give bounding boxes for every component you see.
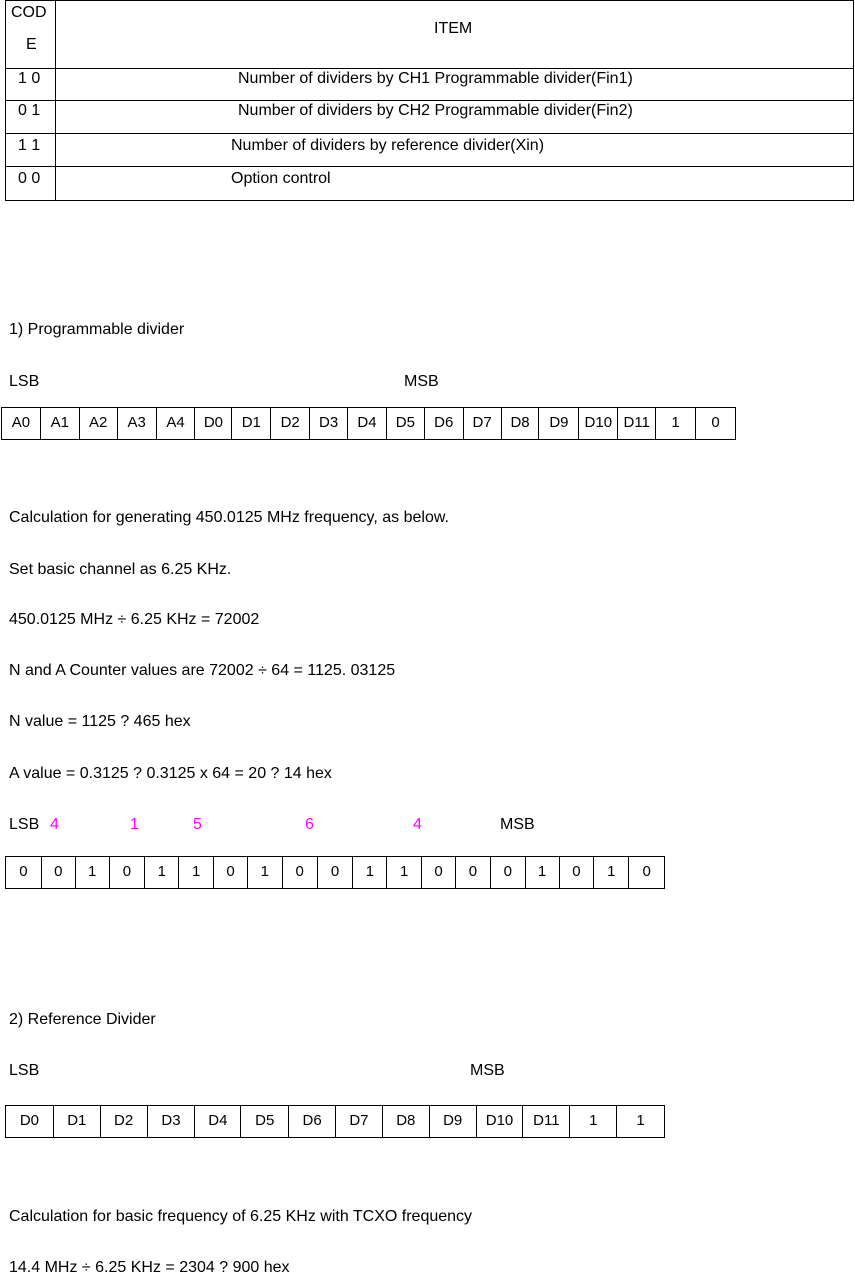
bit-cell: 1: [179, 857, 214, 888]
bit-cell: D11: [618, 408, 656, 439]
bit-cell: D1: [54, 1106, 101, 1137]
hex-digit: 4: [50, 816, 59, 833]
binary-value-bit-table: [5, 856, 665, 889]
code-header-line2: E: [26, 36, 37, 53]
bit-cell: D2: [271, 408, 310, 439]
bit-cell: 1: [387, 857, 422, 888]
code-header-line1: COD: [11, 4, 47, 21]
section1-lsb: LSB: [9, 373, 40, 390]
bit-cell: D3: [148, 1106, 196, 1137]
bit-cell: D4: [195, 1106, 241, 1137]
bit-cell: 1: [145, 857, 179, 888]
bit-cell: D5: [387, 408, 425, 439]
code-row: [6, 133, 853, 166]
bit-cell: 0: [456, 857, 491, 888]
section2-heading: 2) Reference Divider: [9, 1011, 156, 1028]
code-value: 0 0: [18, 170, 41, 187]
bit-cell: D8: [502, 408, 540, 439]
bit-cell: 0: [422, 857, 456, 888]
bit-cell: D9: [539, 408, 579, 439]
bit-cell: A0: [2, 408, 41, 439]
bit-cell: 1: [656, 408, 696, 439]
bit-cell: D9: [430, 1106, 477, 1137]
bit-cell: D2: [101, 1106, 148, 1137]
bit-cell: D11: [523, 1106, 570, 1137]
hex-digit: 4: [413, 816, 422, 833]
code-value: 0 1: [18, 102, 41, 119]
hex-digit: 5: [193, 816, 202, 833]
bit-cell: 0: [318, 857, 354, 888]
bit-cell: 0: [642, 863, 651, 880]
hex-digit: 6: [305, 816, 314, 833]
bit-cell: A2: [80, 408, 118, 439]
bit-cell: 0: [491, 857, 526, 888]
bit-cell: D10: [477, 1106, 524, 1137]
programmable-divider-bit-table: [1, 407, 736, 440]
bit-cell: A3: [118, 408, 157, 439]
item-value: Number of dividers by reference divider(Xin): [231, 137, 545, 154]
code-header-cell: [6, 1, 56, 69]
bit-cell: 1: [594, 857, 629, 888]
reference-divider-bit-table: [5, 1105, 665, 1138]
bit-cell: 1: [636, 1112, 645, 1129]
calc-line: N and A Counter values are 72002 ÷ 64 = 1125. 03125: [9, 662, 396, 679]
calc-line: Calculation for generating 450.0125 MHz frequency, as below.: [9, 509, 449, 526]
bit-cell: D0: [6, 1106, 54, 1137]
item-header: ITEM: [434, 20, 473, 37]
code-row: [6, 166, 853, 200]
section2-msb: MSB: [470, 1062, 505, 1079]
calc-line: N value = 1125 ? 465 hex: [9, 713, 191, 730]
code-row: [6, 100, 853, 133]
bit-cell: 1: [353, 857, 387, 888]
bit-cell: 0: [214, 857, 248, 888]
bit-cell: D8: [383, 1106, 430, 1137]
bit-cell: 1: [248, 857, 283, 888]
bit-cell: D10: [579, 408, 618, 439]
bit-cell: D5: [241, 1106, 289, 1137]
bit-cell: 0: [6, 857, 42, 888]
section1-msb: MSB: [404, 373, 439, 390]
hex-digit: 1: [130, 816, 139, 833]
code-value: 1 0: [18, 70, 41, 87]
section1-heading: 1) Programmable divider: [9, 321, 185, 338]
code-value: 1 1: [18, 137, 41, 154]
bit-cell: 1: [570, 1106, 617, 1137]
code-table: [5, 0, 854, 201]
code-table-header: [6, 1, 853, 69]
section2-line: 14.4 MHz ÷ 6.25 KHz = 2304 ? 900 hex: [9, 1259, 290, 1276]
bit-cell: D3: [310, 408, 348, 439]
bit-cell: A4: [157, 408, 196, 439]
item-value: Number of dividers by CH1 Programmable divider(Fin1): [238, 70, 633, 87]
calc-line: Set basic channel as 6.25 KHz.: [9, 561, 232, 578]
code-row: [6, 68, 853, 101]
item-value: Option control: [231, 170, 331, 187]
bit-cell: 0: [560, 857, 595, 888]
bit-cell: 1: [76, 857, 110, 888]
bit-cell: D0: [195, 408, 232, 439]
item-value: Number of dividers by CH2 Programmable divider(Fin2): [238, 102, 633, 119]
bit-cell: D6: [289, 1106, 336, 1137]
calc-lsb: LSB: [9, 816, 40, 833]
bit-cell: 0: [42, 857, 76, 888]
bit-cell: D7: [336, 1106, 383, 1137]
bit-cell: A1: [41, 408, 80, 439]
bit-cell: D1: [232, 408, 271, 439]
bit-cell: 0: [283, 857, 318, 888]
calc-line: 450.0125 MHz ÷ 6.25 KHz = 72002: [9, 611, 260, 628]
bit-cell: 0: [711, 414, 720, 431]
calc-line: A value = 0.3125 ? 0.3125 x 64 = 20 ? 14 hex: [9, 765, 332, 782]
bit-cell: D7: [464, 408, 502, 439]
bit-cell: 1: [526, 857, 560, 888]
bit-cell: D4: [348, 408, 387, 439]
section2-line: Calculation for basic frequency of 6.25 KHz with TCXO frequency: [9, 1208, 473, 1225]
bit-cell: D6: [425, 408, 464, 439]
bit-cell: 0: [110, 857, 146, 888]
calc-msb: MSB: [500, 816, 535, 833]
section2-lsb: LSB: [9, 1062, 40, 1079]
